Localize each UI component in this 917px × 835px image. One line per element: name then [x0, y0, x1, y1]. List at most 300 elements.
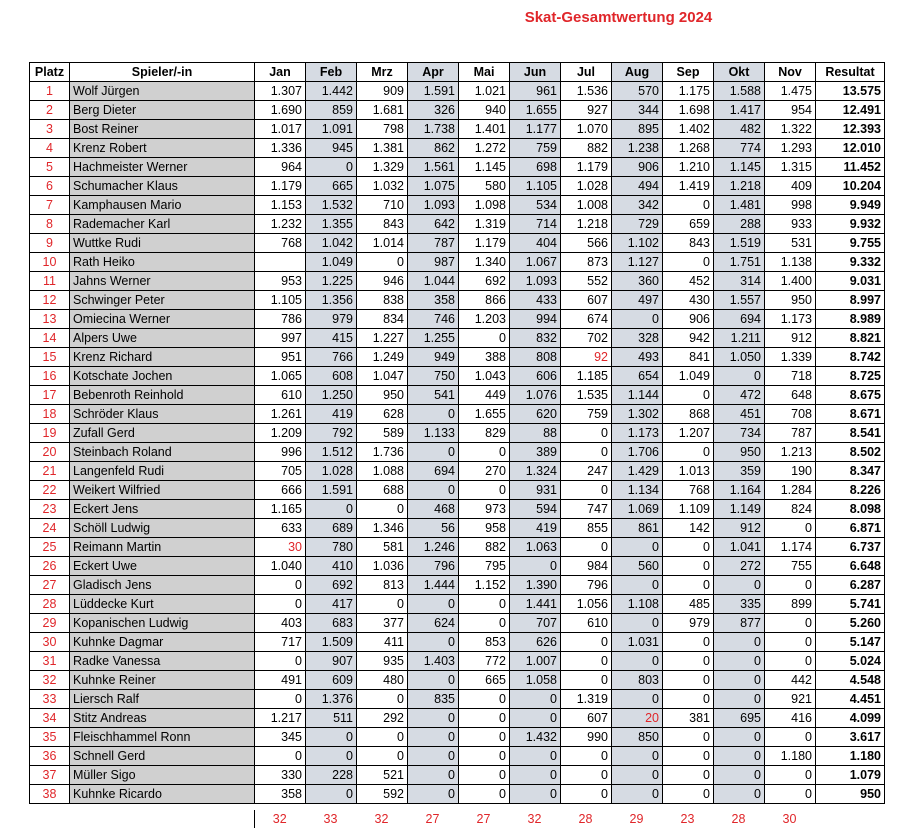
month-score-cell: 0 [612, 747, 663, 766]
column-header: Spieler/-in [70, 63, 255, 82]
month-score-cell: 1.293 [765, 139, 816, 158]
month-score-cell: 1.036 [357, 557, 408, 576]
month-score-cell: 0 [561, 481, 612, 500]
month-score-cell: 1.165 [255, 500, 306, 519]
month-score-cell: 0 [408, 443, 459, 462]
month-score-cell: 0 [561, 633, 612, 652]
month-score-cell: 1.028 [561, 177, 612, 196]
month-score-cell: 381 [663, 709, 714, 728]
month-score-cell: 1.127 [612, 253, 663, 272]
month-score-cell: 702 [561, 329, 612, 348]
total-score-cell: 1.079 [816, 766, 885, 785]
month-score-cell: 360 [612, 272, 663, 291]
player-name-cell: Bost Reiner [70, 120, 255, 139]
rank-cell: 15 [30, 348, 70, 367]
month-score-cell: 694 [408, 462, 459, 481]
month-score-cell: 1.519 [714, 234, 765, 253]
month-score-cell: 0 [459, 443, 510, 462]
player-name-cell: Eckert Jens [70, 500, 255, 519]
month-score-cell: 620 [510, 405, 561, 424]
month-score-cell: 824 [765, 500, 816, 519]
month-score-cell: 1.049 [663, 367, 714, 386]
month-score-cell: 813 [357, 576, 408, 595]
month-score-cell: 497 [612, 291, 663, 310]
player-name-cell: Radke Vanessa [70, 652, 255, 671]
month-score-cell: 552 [561, 272, 612, 291]
month-score-cell: 0 [510, 785, 561, 804]
month-score-cell: 1.173 [612, 424, 663, 443]
month-score-cell: 942 [663, 329, 714, 348]
month-score-cell: 493 [612, 348, 663, 367]
month-score-cell: 1.133 [408, 424, 459, 443]
table-row [30, 253, 885, 272]
month-score-cell: 0 [306, 728, 357, 747]
player-name-cell: Schröder Klaus [70, 405, 255, 424]
month-score-cell: 0 [663, 576, 714, 595]
player-name-cell: Hachmeister Werner [70, 158, 255, 177]
table-row [30, 101, 885, 120]
month-score-cell: 1.272 [459, 139, 510, 158]
month-score-cell: 142 [663, 519, 714, 538]
month-score-cell: 1.232 [255, 215, 306, 234]
table-row [30, 538, 885, 557]
month-score-cell: 20 [612, 709, 663, 728]
month-score-cell: 798 [357, 120, 408, 139]
month-score-cell: 935 [357, 652, 408, 671]
table-row [30, 709, 885, 728]
month-score-cell: 964 [255, 158, 306, 177]
month-score-cell: 940 [459, 101, 510, 120]
month-score-cell: 1.417 [714, 101, 765, 120]
month-score-cell: 787 [765, 424, 816, 443]
rank-cell: 25 [30, 538, 70, 557]
rank-cell: 26 [30, 557, 70, 576]
month-score-cell: 609 [306, 671, 357, 690]
month-score-cell: 0 [459, 690, 510, 709]
month-score-cell: 1.153 [255, 196, 306, 215]
month-score-cell: 1.403 [408, 652, 459, 671]
month-score-cell: 659 [663, 215, 714, 234]
month-score-cell: 1.088 [357, 462, 408, 481]
month-score-cell: 927 [561, 101, 612, 120]
month-score-cell: 945 [306, 139, 357, 158]
month-score-cell: 1.429 [612, 462, 663, 481]
rank-cell: 8 [30, 215, 70, 234]
rank-cell: 16 [30, 367, 70, 386]
rank-cell: 33 [30, 690, 70, 709]
rank-cell: 24 [30, 519, 70, 538]
month-score-cell: 326 [408, 101, 459, 120]
player-name-cell: Schöll Ludwig [70, 519, 255, 538]
month-score-cell: 0 [714, 747, 765, 766]
month-score-cell: 1.093 [510, 272, 561, 291]
month-score-cell: 1.442 [306, 82, 357, 101]
player-name-cell: Schnell Gerd [70, 747, 255, 766]
rank-cell: 11 [30, 272, 70, 291]
month-score-cell: 0 [612, 690, 663, 709]
total-score-cell: 8.541 [816, 424, 885, 443]
month-score-cell: 56 [408, 519, 459, 538]
total-score-cell: 8.742 [816, 348, 885, 367]
month-score-cell: 950 [714, 443, 765, 462]
month-score-cell: 0 [663, 253, 714, 272]
month-score-cell: 0 [459, 481, 510, 500]
month-score-cell: 377 [357, 614, 408, 633]
participant-count: 30 [782, 812, 797, 826]
month-score-cell: 950 [765, 291, 816, 310]
month-score-cell: 0 [357, 728, 408, 747]
column-header: Jun [510, 63, 561, 82]
month-score-cell: 472 [714, 386, 765, 405]
month-score-cell: 750 [408, 367, 459, 386]
month-score-cell: 270 [459, 462, 510, 481]
player-name-cell: Kotschate Jochen [70, 367, 255, 386]
month-score-cell: 0 [663, 690, 714, 709]
month-score-cell: 608 [306, 367, 357, 386]
table-row [30, 614, 885, 633]
month-score-cell: 442 [765, 671, 816, 690]
table-row [30, 671, 885, 690]
month-score-cell: 1.401 [459, 120, 510, 139]
month-score-cell: 1.284 [765, 481, 816, 500]
month-score-cell: 1.324 [510, 462, 561, 481]
month-score-cell: 403 [255, 614, 306, 633]
month-score-cell: 1.307 [255, 82, 306, 101]
total-score-cell: 9.949 [816, 196, 885, 215]
month-score-cell: 0 [306, 158, 357, 177]
month-score-cell: 0 [663, 785, 714, 804]
table-row [30, 291, 885, 310]
month-score-cell: 1.402 [663, 120, 714, 139]
month-score-cell: 410 [306, 557, 357, 576]
month-score-cell: 0 [357, 747, 408, 766]
month-score-cell: 1.076 [510, 386, 561, 405]
month-score-cell: 707 [510, 614, 561, 633]
month-score-cell: 859 [306, 101, 357, 120]
month-score-cell: 480 [357, 671, 408, 690]
month-score-cell: 1.681 [357, 101, 408, 120]
month-score-cell: 0 [765, 652, 816, 671]
rank-cell: 13 [30, 310, 70, 329]
month-score-cell: 0 [510, 557, 561, 576]
total-score-cell: 8.098 [816, 500, 885, 519]
total-score-cell: 4.451 [816, 690, 885, 709]
month-score-cell: 1.058 [510, 671, 561, 690]
month-score-cell: 1.211 [714, 329, 765, 348]
player-name-cell: Berg Dieter [70, 101, 255, 120]
month-score-cell: 642 [408, 215, 459, 234]
month-score-cell: 594 [510, 500, 561, 519]
month-score-cell: 1.536 [561, 82, 612, 101]
month-score-cell: 416 [765, 709, 816, 728]
month-score-cell: 1.319 [561, 690, 612, 709]
month-score-cell: 342 [612, 196, 663, 215]
month-score-cell: 786 [255, 310, 306, 329]
total-score-cell: 8.226 [816, 481, 885, 500]
month-score-cell: 1.067 [510, 253, 561, 272]
month-score-cell: 1.008 [561, 196, 612, 215]
month-score-cell: 0 [612, 576, 663, 595]
month-score-cell: 1.376 [306, 690, 357, 709]
month-score-cell: 1.145 [714, 158, 765, 177]
player-name-cell: Kopanischen Ludwig [70, 614, 255, 633]
rank-cell: 34 [30, 709, 70, 728]
month-score-cell: 1.177 [510, 120, 561, 139]
month-score-cell: 987 [408, 253, 459, 272]
month-score-cell: 774 [714, 139, 765, 158]
month-score-cell: 1.381 [357, 139, 408, 158]
table-row [30, 576, 885, 595]
month-score-cell: 768 [663, 481, 714, 500]
month-score-cell: 633 [255, 519, 306, 538]
table-row [30, 367, 885, 386]
month-score-cell: 933 [765, 215, 816, 234]
table-row [30, 424, 885, 443]
month-score-cell: 417 [306, 595, 357, 614]
rank-cell: 10 [30, 253, 70, 272]
month-score-cell: 1.043 [459, 367, 510, 386]
month-score-cell: 0 [306, 500, 357, 519]
month-score-cell: 0 [408, 595, 459, 614]
month-score-cell: 843 [357, 215, 408, 234]
month-score-cell: 832 [510, 329, 561, 348]
month-score-cell: 628 [357, 405, 408, 424]
month-score-cell: 0 [612, 538, 663, 557]
rank-cell: 17 [30, 386, 70, 405]
month-score-cell: 0 [765, 614, 816, 633]
total-score-cell: 6.737 [816, 538, 885, 557]
month-score-cell: 0 [357, 595, 408, 614]
participant-count: 27 [476, 812, 491, 826]
month-score-cell: 1.329 [357, 158, 408, 177]
month-score-cell: 409 [765, 177, 816, 196]
month-score-cell: 1.475 [765, 82, 816, 101]
month-score-cell: 0 [255, 576, 306, 595]
month-score-cell: 1.346 [357, 519, 408, 538]
total-score-cell: 12.491 [816, 101, 885, 120]
month-score-cell: 0 [714, 367, 765, 386]
table-row [30, 196, 885, 215]
month-score-cell: 419 [306, 405, 357, 424]
player-name-cell: Fleischhammel Ronn [70, 728, 255, 747]
total-score-cell: 5.260 [816, 614, 885, 633]
player-name-cell: Jahns Werner [70, 272, 255, 291]
month-score-cell: 1.738 [408, 120, 459, 139]
month-score-cell: 734 [714, 424, 765, 443]
month-score-cell: 841 [663, 348, 714, 367]
month-score-cell: 0 [765, 766, 816, 785]
count-spacer [815, 810, 884, 828]
month-score-cell: 1.698 [663, 101, 714, 120]
column-header: Feb [306, 63, 357, 82]
month-score-cell: 328 [612, 329, 663, 348]
player-name-cell: Zufall Gerd [70, 424, 255, 443]
month-score-cell: 1.069 [612, 500, 663, 519]
month-score-cell: 689 [306, 519, 357, 538]
rank-cell: 6 [30, 177, 70, 196]
total-score-cell: 3.617 [816, 728, 885, 747]
month-score-cell: 674 [561, 310, 612, 329]
month-score-cell: 0 [663, 538, 714, 557]
player-name-cell: Liersch Ralf [70, 690, 255, 709]
total-score-cell: 13.575 [816, 82, 885, 101]
month-score-cell: 0 [408, 747, 459, 766]
month-score-cell: 1.179 [255, 177, 306, 196]
month-score-cell: 1.390 [510, 576, 561, 595]
month-score-cell: 0 [408, 728, 459, 747]
month-score-cell: 0 [255, 595, 306, 614]
month-score-cell: 1.028 [306, 462, 357, 481]
month-score-cell: 1.355 [306, 215, 357, 234]
month-score-cell: 1.207 [663, 424, 714, 443]
month-score-cell: 0 [714, 576, 765, 595]
month-score-cell: 247 [561, 462, 612, 481]
rank-cell: 20 [30, 443, 70, 462]
player-name-cell: Kuhnke Dagmar [70, 633, 255, 652]
month-score-cell: 906 [612, 158, 663, 177]
table-row [30, 785, 885, 804]
player-name-cell: Lüddecke Kurt [70, 595, 255, 614]
month-score-cell: 692 [459, 272, 510, 291]
month-score-cell: 1.134 [612, 481, 663, 500]
total-score-cell: 11.452 [816, 158, 885, 177]
month-score-cell: 566 [561, 234, 612, 253]
month-score-cell: 1.255 [408, 329, 459, 348]
player-name-cell: Schumacher Klaus [70, 177, 255, 196]
rank-cell: 3 [30, 120, 70, 139]
month-score-cell: 314 [714, 272, 765, 291]
month-score-cell: 0 [561, 785, 612, 804]
month-score-cell: 534 [510, 196, 561, 215]
table-row [30, 158, 885, 177]
month-score-cell: 990 [561, 728, 612, 747]
participant-count: 28 [578, 812, 593, 826]
month-score-cell: 624 [408, 614, 459, 633]
month-score-cell: 1.152 [459, 576, 510, 595]
month-score-cell: 0 [459, 785, 510, 804]
month-score-cell: 592 [357, 785, 408, 804]
table-row [30, 595, 885, 614]
player-name-cell: Kuhnke Reiner [70, 671, 255, 690]
month-score-cell: 92 [561, 348, 612, 367]
month-score-cell: 0 [663, 386, 714, 405]
month-score-cell: 1.056 [561, 595, 612, 614]
month-score-cell: 0 [459, 728, 510, 747]
total-score-cell: 5.147 [816, 633, 885, 652]
month-score-cell: 521 [357, 766, 408, 785]
month-score-cell: 1.441 [510, 595, 561, 614]
month-score-cell: 415 [306, 329, 357, 348]
player-name-cell: Krenz Robert [70, 139, 255, 158]
month-score-cell: 626 [510, 633, 561, 652]
player-name-cell: Kuhnke Ricardo [70, 785, 255, 804]
ranking-table [29, 62, 885, 804]
month-score-cell: 0 [255, 690, 306, 709]
participant-count: 28 [731, 812, 746, 826]
rank-cell: 30 [30, 633, 70, 652]
table-row [30, 310, 885, 329]
month-score-cell: 1.419 [663, 177, 714, 196]
rank-cell: 23 [30, 500, 70, 519]
month-score-cell: 665 [459, 671, 510, 690]
table-row [30, 557, 885, 576]
month-score-cell: 882 [459, 538, 510, 557]
month-score-cell: 1.041 [714, 538, 765, 557]
rank-cell: 12 [30, 291, 70, 310]
column-header: Apr [408, 63, 459, 82]
table-row [30, 766, 885, 785]
month-score-cell: 0 [714, 633, 765, 652]
column-header: Nov [765, 63, 816, 82]
total-score-cell: 1.180 [816, 747, 885, 766]
month-score-cell: 1.336 [255, 139, 306, 158]
month-score-cell: 1.164 [714, 481, 765, 500]
month-score-cell: 912 [714, 519, 765, 538]
count-row [29, 810, 884, 828]
month-score-cell: 0 [459, 709, 510, 728]
month-score-cell: 0 [663, 652, 714, 671]
month-score-cell: 1.179 [561, 158, 612, 177]
month-score-cell: 610 [561, 614, 612, 633]
table-row [30, 633, 885, 652]
rank-cell: 18 [30, 405, 70, 424]
month-score-cell: 0 [561, 671, 612, 690]
column-header: Platz [30, 63, 70, 82]
month-score-cell: 694 [714, 310, 765, 329]
month-score-cell: 292 [357, 709, 408, 728]
month-score-cell: 1.509 [306, 633, 357, 652]
month-score-cell: 994 [510, 310, 561, 329]
month-score-cell: 580 [459, 177, 510, 196]
rank-cell: 38 [30, 785, 70, 804]
month-score-cell: 388 [459, 348, 510, 367]
month-score-cell: 0 [255, 747, 306, 766]
participant-count: 27 [425, 812, 440, 826]
month-score-cell: 0 [663, 728, 714, 747]
month-score-cell: 0 [765, 633, 816, 652]
month-score-cell: 1.109 [663, 500, 714, 519]
player-name-cell: Alpers Uwe [70, 329, 255, 348]
month-score-cell: 855 [561, 519, 612, 538]
month-score-cell: 451 [714, 405, 765, 424]
month-score-cell: 1.591 [408, 82, 459, 101]
month-score-cell: 88 [510, 424, 561, 443]
month-score-cell: 1.173 [765, 310, 816, 329]
player-name-cell: Rademacher Karl [70, 215, 255, 234]
month-score-cell: 1.535 [561, 386, 612, 405]
total-score-cell: 9.031 [816, 272, 885, 291]
month-score-cell: 419 [510, 519, 561, 538]
table-row [30, 462, 885, 481]
month-score-cell: 1.302 [612, 405, 663, 424]
month-score-cell: 1.532 [306, 196, 357, 215]
table-row [30, 481, 885, 500]
month-score-cell: 921 [765, 690, 816, 709]
month-score-cell: 829 [459, 424, 510, 443]
month-score-cell: 1.042 [306, 234, 357, 253]
column-header: Jan [255, 63, 306, 82]
month-score-cell: 589 [357, 424, 408, 443]
total-score-cell: 8.502 [816, 443, 885, 462]
month-score-cell: 359 [714, 462, 765, 481]
month-score-cell: 866 [459, 291, 510, 310]
month-score-cell: 861 [612, 519, 663, 538]
page-title: Skat-Gesamtwertung 2024 [524, 9, 713, 26]
month-score-cell: 950 [357, 386, 408, 405]
month-score-cell: 1.075 [408, 177, 459, 196]
player-name-cell: Schwinger Peter [70, 291, 255, 310]
month-score-cell: 389 [510, 443, 561, 462]
